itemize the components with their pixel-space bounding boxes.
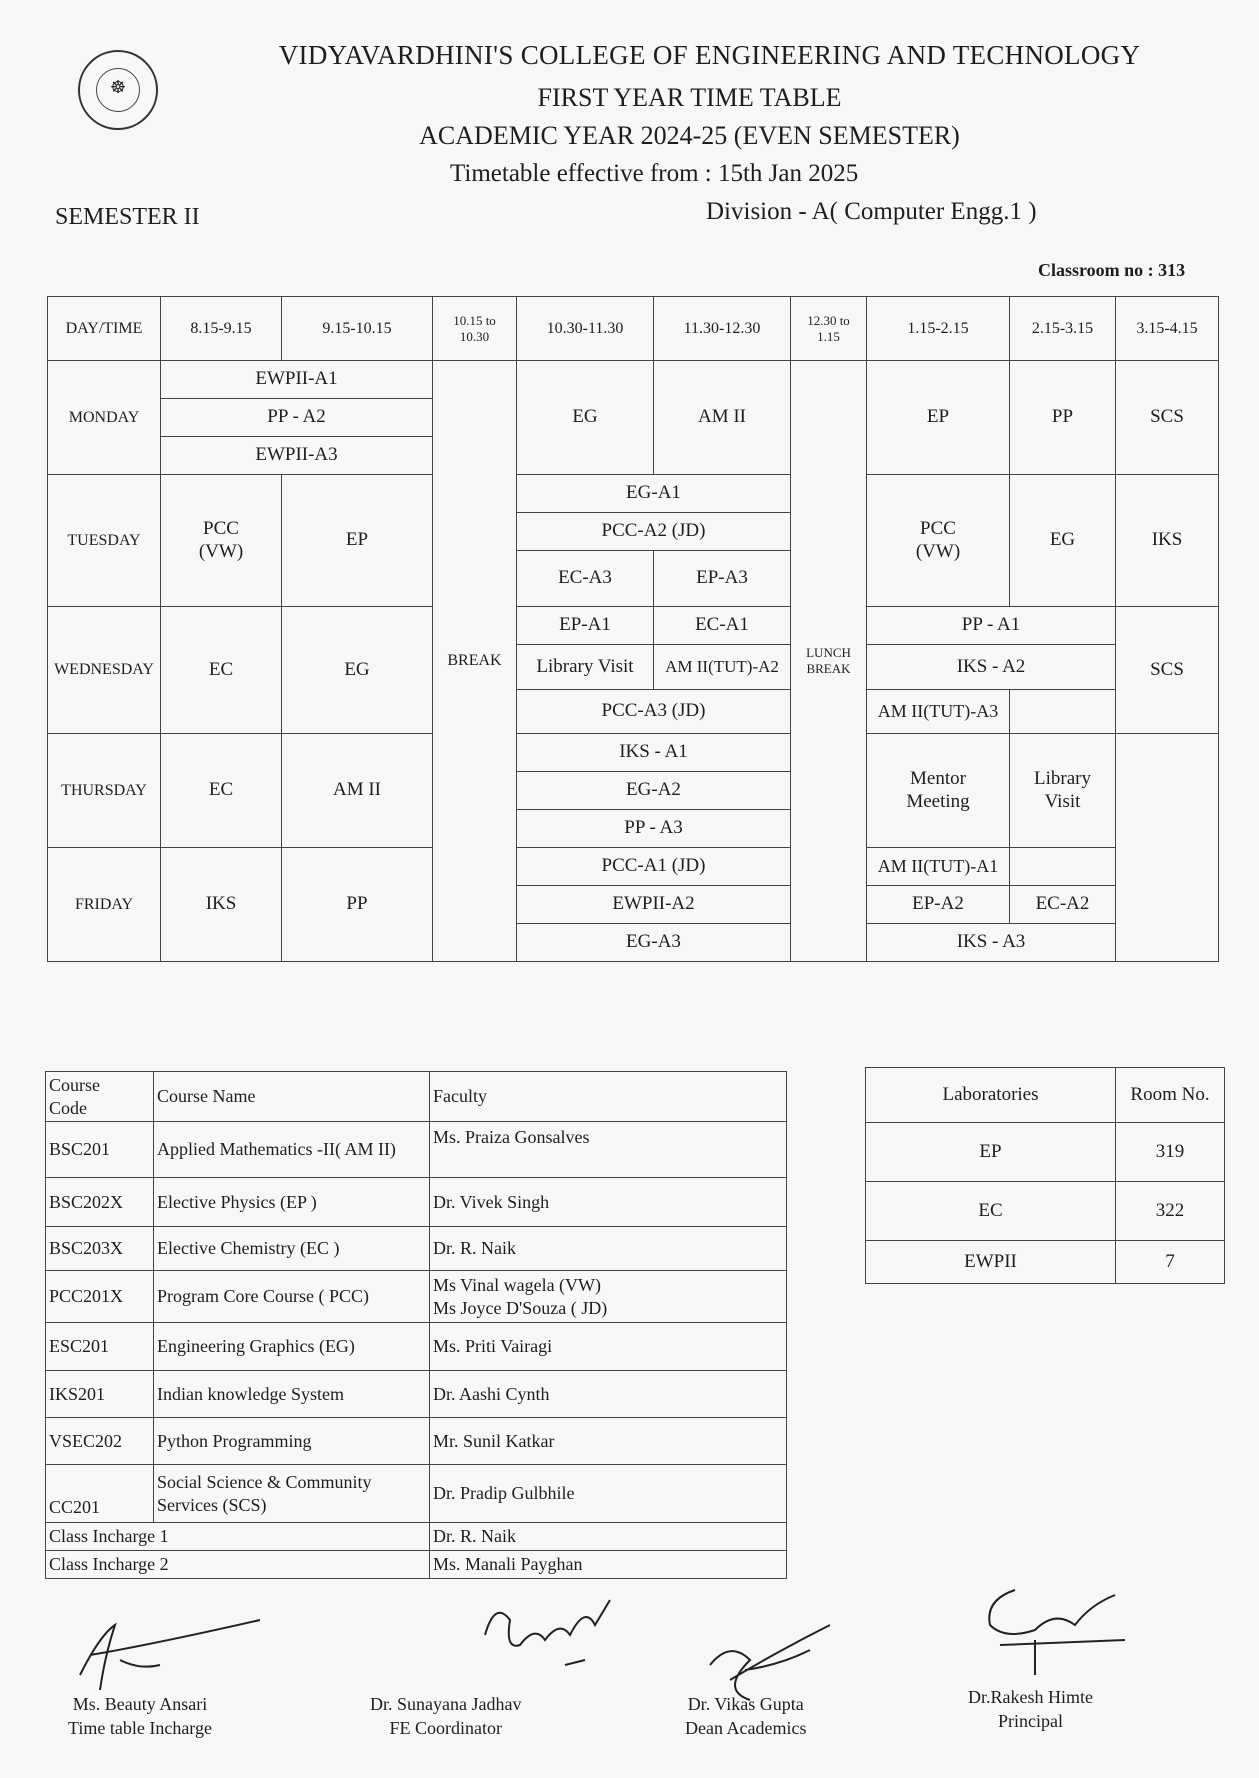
day-friday: FRIDAY: [48, 848, 161, 962]
col-header-115: 1.15-2.15: [867, 297, 1010, 361]
table-row: [46, 1523, 787, 1551]
table-row: [866, 1241, 1225, 1284]
course-code-header-label: Course Code: [49, 1075, 100, 1118]
table-row: [866, 1123, 1225, 1182]
wednesday-m1a: EP-A1: [517, 607, 654, 645]
day-monday: MONDAY: [48, 361, 161, 475]
monday-lab-3: EWPII-A3: [161, 437, 433, 475]
thursday-friday-315-empty: [1116, 734, 1219, 962]
faculty-header: Faculty: [430, 1072, 787, 1122]
friday-a2a: EP-A2: [867, 886, 1010, 924]
course-name: Python Programming: [154, 1418, 430, 1465]
course-code: VSEC202: [46, 1418, 154, 1465]
col-header-215: 2.15-3.15: [1010, 297, 1116, 361]
faculty-name: Ms. Priti Vairagi: [430, 1323, 787, 1371]
day-tuesday: TUESDAY: [48, 475, 161, 607]
monday-215: PP: [1010, 361, 1116, 475]
course-table: [45, 1071, 787, 1579]
course-code: BSC202X: [46, 1178, 154, 1227]
tuesday-115: [867, 475, 1010, 607]
course-code: BSC203X: [46, 1227, 154, 1271]
col-header-day: DAY/TIME: [48, 297, 161, 361]
signature-jadhav: [475, 1595, 655, 1685]
thursday-m2: EG-A2: [517, 772, 791, 810]
col-header-break-label: 10.15 to 10.30: [453, 312, 496, 344]
thursday-815: EC: [161, 734, 282, 848]
col-header-lunch-label: 12.30 to 1.15: [807, 312, 850, 344]
signatory-2: [370, 1692, 521, 1741]
course-header-row: [46, 1072, 787, 1122]
table-row: [46, 1178, 787, 1227]
tuesday-915: EP: [282, 475, 433, 607]
thursday-915: AM II: [282, 734, 433, 848]
signatory-name: Dr.Rakesh Himte: [968, 1687, 1093, 1707]
class-incharge-1: Dr. R. Naik: [430, 1523, 787, 1551]
faculty-cell: [430, 1271, 787, 1323]
table-row: [46, 1418, 787, 1465]
course-name: Engineering Graphics (EG): [154, 1323, 430, 1371]
col-header-915: 9.15-10.15: [282, 297, 433, 361]
course-name-header: Course Name: [154, 1072, 430, 1122]
course-code-header: [46, 1072, 154, 1122]
signatory-role: FE Coordinator: [389, 1718, 502, 1739]
faculty-name: Dr. Pradip Gulbhile: [430, 1465, 787, 1523]
signatory-name: Dr. Sunayana Jadhav: [370, 1694, 522, 1714]
col-header-1130: 11.30-12.30: [654, 297, 791, 361]
class-incharge-2: Ms. Manali Payghan: [430, 1551, 787, 1579]
monday-1030: EG: [517, 361, 654, 475]
lab-room: 319: [1116, 1123, 1225, 1182]
signatory-role: Time table Incharge: [68, 1718, 212, 1739]
tuesday-815-label: PCC (VW): [198, 517, 244, 562]
room-header: Room No.: [1116, 1068, 1225, 1123]
lab-room: 7: [1116, 1241, 1225, 1284]
wednesday-915: EG: [282, 607, 433, 734]
lunch-break-label: LUNCH BREAK: [806, 645, 851, 676]
academic-year: ACADEMIC YEAR 2024-25 (EVEN SEMESTER): [419, 121, 960, 150]
course-code: CC201: [46, 1465, 154, 1523]
tuesday-815: [161, 475, 282, 607]
lab-room: 322: [1116, 1182, 1225, 1241]
signature-ansari: [60, 1615, 290, 1695]
monday-lab-2: PP - A2: [161, 399, 433, 437]
friday-a3: IKS - A3: [867, 924, 1116, 962]
class-incharge-2-label: Class Incharge 2: [46, 1551, 430, 1579]
lab-name: EC: [866, 1182, 1116, 1241]
faculty-name: Dr. R. Naik: [430, 1227, 787, 1271]
friday-a2b: EC-A2: [1010, 886, 1116, 924]
friday-815: IKS: [161, 848, 282, 962]
course-code: ESC201: [46, 1323, 154, 1371]
thursday-215: [1010, 734, 1116, 848]
col-header-815: 8.15-9.15: [161, 297, 282, 361]
course-name: Indian knowledge System: [154, 1371, 430, 1418]
signatory-name: Ms. Beauty Ansari: [72, 1694, 208, 1714]
signatory-role: Principal: [997, 1711, 1063, 1732]
signature-himte: [955, 1570, 1135, 1680]
laboratories-header: Laboratories: [866, 1068, 1116, 1123]
table-row: [46, 1271, 787, 1323]
course-name: Social Science & Community Services (SCS): [154, 1465, 430, 1523]
table-row: [46, 1371, 787, 1418]
lunch-break-cell: [791, 361, 867, 962]
table-row: [46, 1227, 787, 1271]
friday-a1: AM II(TUT)-A1: [867, 848, 1010, 886]
wednesday-m2a: Library Visit: [517, 645, 654, 690]
wednesday-a1: PP - A1: [867, 607, 1116, 645]
col-header-315: 3.15-4.15: [1116, 297, 1219, 361]
day-wednesday: WEDNESDAY: [48, 607, 161, 734]
thursday-115: [867, 734, 1010, 848]
lab-header-row: [866, 1068, 1225, 1123]
monday-315: SCS: [1116, 361, 1219, 475]
tuesday-215: EG: [1010, 475, 1116, 607]
table-row: [46, 1323, 787, 1371]
wednesday-m3: PCC-A3 (JD): [517, 690, 791, 734]
lab-name: EP: [866, 1123, 1116, 1182]
tuesday-lab-3b: EP-A3: [654, 551, 791, 607]
monday-115: EP: [867, 361, 1010, 475]
break-cell: BREAK: [433, 361, 517, 962]
monday-1130: AM II: [654, 361, 791, 475]
thursday-m3: PP - A3: [517, 810, 791, 848]
course-code: PCC201X: [46, 1271, 154, 1323]
faculty-name-2: Ms Joyce D'Souza ( JD): [433, 1297, 608, 1318]
tuesday-115-label: PCC (VW): [915, 517, 961, 562]
wednesday-m2b: AM II(TUT)-A2: [654, 645, 791, 690]
timetable-header-row: [48, 297, 1219, 361]
course-code: IKS201: [46, 1371, 154, 1418]
table-row: [46, 1122, 787, 1178]
wednesday-m1b: EC-A1: [654, 607, 791, 645]
col-header-lunch: [791, 297, 867, 361]
friday-915: PP: [282, 848, 433, 962]
wednesday-a3-empty: [1010, 690, 1116, 734]
thursday-m1: IKS - A1: [517, 734, 791, 772]
course-code: BSC201: [46, 1122, 154, 1178]
course-name: Applied Mathematics -II( AM II): [154, 1122, 430, 1178]
college-name: VIDYAVARDHINI'S COLLEGE OF ENGINEERING AND TECHNOLOGY: [278, 40, 1141, 70]
class-incharge-1-label: Class Incharge 1: [46, 1523, 430, 1551]
col-header-1030: 10.30-11.30: [517, 297, 654, 361]
classroom-number: Classroom no : 313: [1038, 260, 1186, 280]
course-name: Elective Chemistry (EC ): [154, 1227, 430, 1271]
course-name: Program Core Course ( PCC): [154, 1271, 430, 1323]
signatory-role: Dean Academics: [685, 1718, 807, 1739]
faculty-name: Mr. Sunil Katkar: [430, 1418, 787, 1465]
lab-name: EWPII: [866, 1241, 1116, 1284]
tuesday-lab-3a: EC-A3: [517, 551, 654, 607]
friday-m2: EWPII-A2: [517, 886, 791, 924]
college-logo: ☸: [78, 50, 158, 130]
signatory-3: [685, 1692, 806, 1741]
wednesday-a2: IKS - A2: [867, 645, 1116, 690]
faculty-name: Dr. Aashi Cynth: [430, 1371, 787, 1418]
friday-m3: EG-A3: [517, 924, 791, 962]
table-row: [46, 1465, 787, 1523]
timetable: [47, 296, 1219, 962]
faculty-name: Dr. Vivek Singh: [430, 1178, 787, 1227]
wednesday-315: SCS: [1116, 607, 1219, 734]
signatory-4: [968, 1685, 1093, 1734]
monday-lab-1: EWPII-A1: [161, 361, 433, 399]
thursday-215-label: Library Visit: [1034, 767, 1091, 812]
effective-date: Timetable effective from : 15th Jan 2025: [450, 160, 859, 187]
faculty-name: Ms Vinal wagela (VW): [433, 1275, 602, 1295]
division-label: Division - A( Computer Engg.1 ): [706, 198, 1037, 225]
friday-a1-empty: [1010, 848, 1116, 886]
faculty-name: Ms. Praiza Gonsalves: [430, 1122, 787, 1178]
tuesday-lab-2: PCC-A2 (JD): [517, 513, 791, 551]
friday-m1: PCC-A1 (JD): [517, 848, 791, 886]
col-header-break: [433, 297, 517, 361]
semester-label: SEMESTER II: [55, 204, 200, 230]
wednesday-815: EC: [161, 607, 282, 734]
day-thursday: THURSDAY: [48, 734, 161, 848]
course-name: Elective Physics (EP ): [154, 1178, 430, 1227]
signatory-name: Dr. Vikas Gupta: [687, 1694, 804, 1714]
page-title: FIRST YEAR TIME TABLE: [537, 83, 842, 112]
table-row: [866, 1182, 1225, 1241]
tuesday-lab-1: EG-A1: [517, 475, 791, 513]
thursday-115-label: Mentor Meeting: [906, 767, 970, 812]
table-row: [46, 1551, 787, 1579]
tuesday-315: IKS: [1116, 475, 1219, 607]
laboratories-table: [865, 1067, 1225, 1284]
signatory-1: [68, 1692, 212, 1741]
wednesday-a3: AM II(TUT)-A3: [867, 690, 1010, 734]
